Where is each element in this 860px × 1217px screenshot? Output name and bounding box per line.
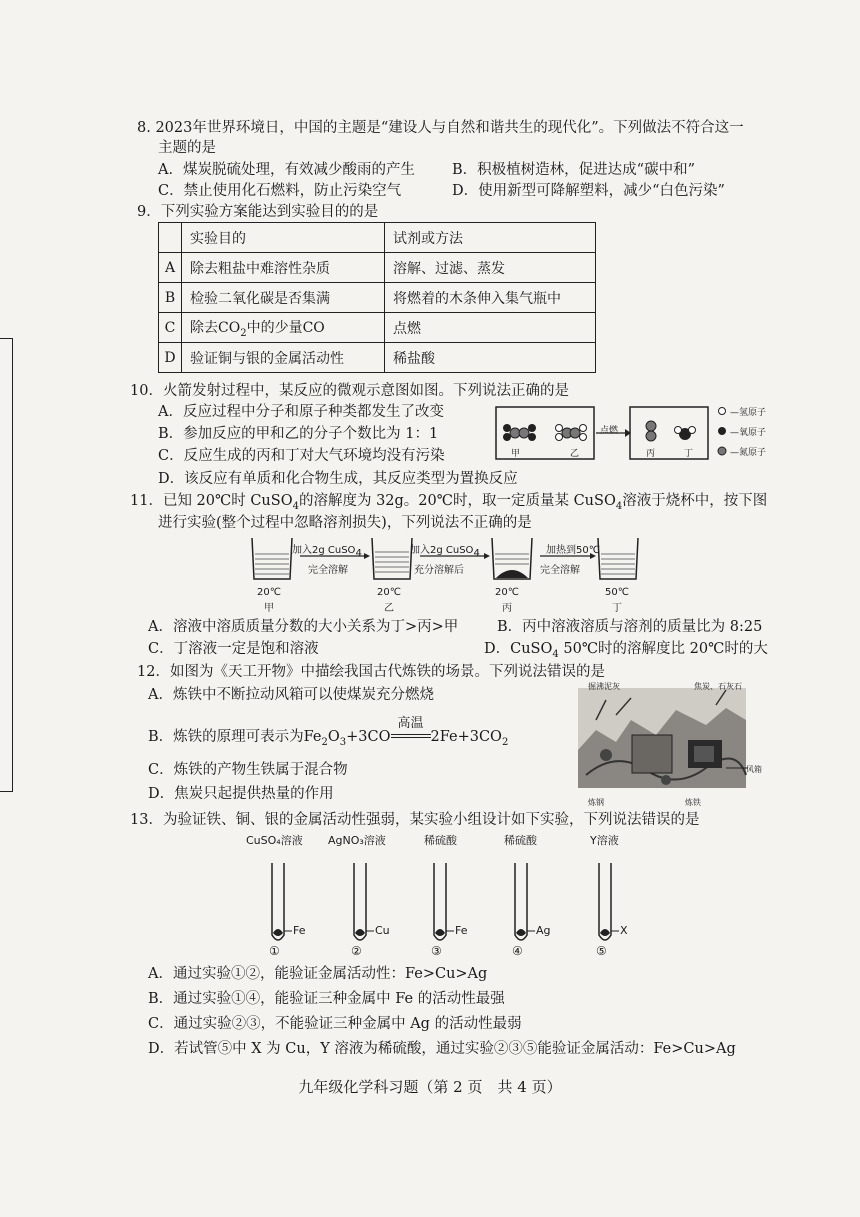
step2-bottom: 充分溶解后	[414, 565, 464, 576]
label-ding: 丁	[684, 449, 694, 459]
q8-option-a: A．煤炭脱硫处理，有效减少酸雨的产生	[158, 162, 415, 178]
page-footer: 九年级化学科习题（第 2 页 共 4 页）	[298, 1078, 562, 1096]
q11-option-a: A．溶液中溶质质量分数的大小关系为丁>丙>甲	[148, 619, 459, 635]
q13-option-b: B．通过实验①④，能验证三种金属中 Fe 的活动性最强	[148, 991, 505, 1007]
q13-stem: 13．为验证铁、铜、银的金属活动性强弱，某实验小组设计如下实验，下列说法错误的是	[130, 812, 700, 828]
row-key: D	[159, 343, 182, 373]
table-header-purpose: 实验目的	[182, 223, 385, 253]
table-row	[159, 343, 596, 373]
q8-option-b: B．积极植树造林，促进达成“碳中和”	[452, 162, 695, 178]
legend-markers	[716, 404, 730, 456]
temp-jia: 20℃	[257, 587, 281, 598]
reagent-5: Y溶液	[590, 834, 619, 847]
row-method: 将燃着的木条伸入集气瓶中	[385, 283, 596, 313]
q12-option-a: A．炼铁中不断拉动风箱可以使煤炭充分燃烧	[148, 687, 434, 703]
q13-test-tubes	[260, 855, 640, 950]
img-label-steel: 炼钢	[588, 798, 604, 807]
legend-oxygen: —氧原子	[730, 428, 767, 438]
reagent-1: CuSO₄溶液	[246, 834, 303, 847]
q11-stem-line2: 进行实验(整个过程中忽略溶剂损失)，下列说法不正确的是	[158, 515, 532, 531]
row-key: B	[159, 283, 182, 313]
metal-3: Fe	[455, 924, 468, 937]
tube-num-3: ③	[431, 944, 442, 958]
tube-num-5: ⑤	[596, 944, 607, 958]
img-label-bellows: 风箱	[746, 765, 762, 774]
row-purpose: 除去粗盐中难溶性杂质	[182, 253, 385, 283]
q8-stem-line2: 主题的是	[158, 140, 216, 156]
q11-stem-line1: 11．已知 20℃时 CuSO$_4$的溶解度为 32g。20℃时，取一定质量某 CuSO$_4$溶液于烧杯中，按下图	[130, 493, 768, 512]
step1-top: 加入2g CuSO$_4$	[292, 545, 362, 559]
step2-top: 加入2g CuSO$_4$	[410, 545, 480, 559]
temp-yi: 20℃	[377, 587, 401, 598]
row-purpose: 检验二氧化碳是否集满	[182, 283, 385, 313]
q10-option-d: D．该反应有单质和化合物生成，其反应类型为置换反应	[158, 471, 518, 487]
img-label-ash: 掘沸泥灰	[588, 682, 620, 691]
q10-option-c: C．反应生成的丙和丁对大气环境均没有污染	[158, 448, 445, 464]
binding-margin-box	[0, 338, 13, 792]
reagent-4: 稀硫酸	[504, 834, 537, 847]
q10-option-b: B．参加反应的甲和乙的分子个数比为 1：1	[158, 426, 439, 442]
label-jia: 甲	[511, 449, 521, 459]
row-purpose: 验证铜与银的金属活动性	[182, 343, 385, 373]
name-yi: 乙	[384, 603, 394, 614]
reagent-2: AgNO₃溶液	[328, 834, 386, 847]
step1-bottom: 完全溶解	[308, 565, 348, 576]
table-header-method: 试剂或方法	[385, 223, 596, 253]
temp-ding: 50℃	[605, 587, 629, 598]
row-key: A	[159, 253, 182, 283]
table-row	[159, 313, 596, 343]
tube-num-4: ④	[512, 944, 523, 958]
tube-num-1: ①	[269, 944, 280, 958]
metal-4: Ag	[536, 924, 551, 937]
legend-nitrogen: —氮原子	[730, 448, 767, 458]
name-jia: 甲	[264, 603, 274, 614]
img-label-iron: 炼铁	[685, 798, 701, 807]
reaction-condition: 点燃	[600, 426, 619, 436]
temp-bing: 20℃	[495, 587, 519, 598]
name-ding: 丁	[612, 603, 622, 614]
row-purpose: 除去$CO_2$中的少量CO	[182, 313, 385, 343]
q12-option-c: C．炼铁的产物生铁属于混合物	[148, 762, 348, 778]
q12-option-d: D．焦炭只起提供热量的作用	[148, 786, 334, 802]
q8-stem-line1: 8. 2023年世界环境日，中国的主题是“建设人与自然和谐共生的现代化”。下列做法不符合这一	[137, 120, 744, 136]
step3-top: 加热到50℃	[546, 545, 600, 556]
name-bing: 丙	[502, 603, 512, 614]
q11-option-c: C．丁溶液一定是饱和溶液	[148, 641, 319, 657]
step3-bottom: 完全溶解	[540, 565, 580, 576]
tube-num-2: ②	[351, 944, 362, 958]
label-bing: 丙	[646, 449, 656, 459]
legend-hydrogen: —氢原子	[730, 408, 767, 418]
q11-option-b: B．丙中溶液溶质与溶剂的质量比为 8:25	[497, 619, 763, 635]
q12-option-b: B．炼铁的原理可表示为$Fe_2O_3+3CO$ 高温 $2Fe+3CO_2$	[148, 716, 509, 748]
row-method: 溶解、过滤、蒸发	[385, 253, 596, 283]
q11-option-d: D．CuSO$_4$ 50℃时的溶解度比 20℃时的大	[484, 641, 768, 660]
q12-ironmaking-illustration	[576, 680, 776, 798]
metal-2: Cu	[375, 924, 390, 937]
q12-stem: 12．如图为《天工开物》中描绘我国古代炼铁的场景。下列说法错误的是	[137, 664, 605, 680]
row-key: C	[159, 313, 182, 343]
table-row	[159, 223, 596, 253]
table-row	[159, 283, 596, 313]
q8-option-c: C．禁止使用化石燃料，防止污染空气	[158, 183, 402, 199]
q13-option-d: D．若试管⑤中 X 为 Cu，Y 溶液为稀硫酸，通过实验②③⑤能验证金属活动：Fe>Cu>Ag	[148, 1041, 736, 1057]
q9-table	[158, 222, 596, 373]
table-row	[159, 253, 596, 283]
label-yi: 乙	[570, 449, 580, 459]
row-method: 点燃	[385, 313, 596, 343]
reagent-3: 稀硫酸	[424, 834, 457, 847]
img-label-coke: 焦炭、石灰石	[694, 682, 742, 691]
q13-option-a: A．通过实验①②，能验证金属活动性：Fe>Cu>Ag	[148, 966, 488, 982]
metal-5: X	[620, 924, 628, 937]
row-method: 稀盐酸	[385, 343, 596, 373]
q9-stem: 9．下列实验方案能达到实验目的的是	[137, 204, 379, 220]
q8-option-d: D．使用新型可降解塑料，减少“白色污染”	[452, 183, 725, 199]
q13-option-c: C．通过实验②③，不能验证三种金属中 Ag 的活动性最弱	[148, 1016, 522, 1032]
q10-stem: 10．火箭发射过程中，某反应的微观示意图如图。下列说法正确的是	[130, 383, 569, 399]
metal-1: Fe	[293, 924, 306, 937]
q10-option-a: A．反应过程中分子和原子种类都发生了改变	[158, 404, 444, 420]
